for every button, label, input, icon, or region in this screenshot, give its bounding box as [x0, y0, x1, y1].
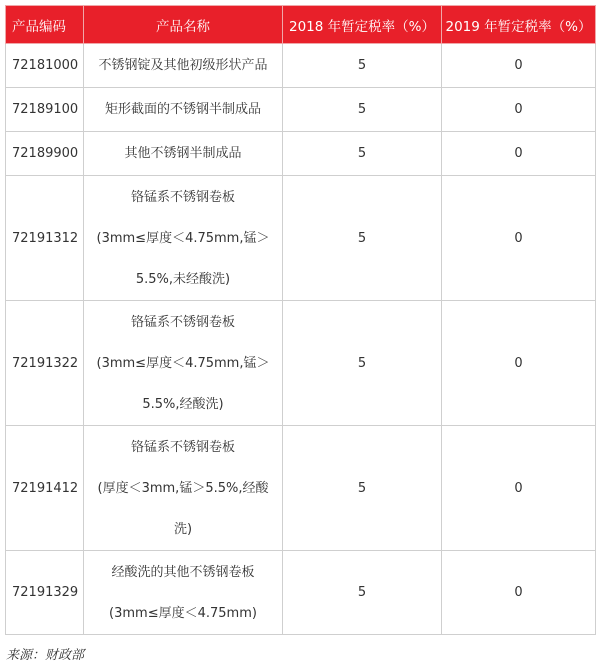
- rate-2019-cell: 0: [442, 426, 596, 551]
- rate-2019-cell: 0: [442, 551, 596, 635]
- rate-2019-cell: 0: [442, 132, 596, 176]
- product-code-cell: 72191329: [6, 551, 84, 635]
- table-row: [6, 301, 596, 426]
- rate-2018-cell: 5: [283, 301, 442, 426]
- rate-2018-cell: 5: [283, 88, 442, 132]
- product-name-cell: [84, 88, 283, 132]
- rate-2019-cell: 0: [442, 176, 596, 301]
- header-product-name: 产品名称: [84, 6, 283, 44]
- header-product-code: 产品编码: [6, 6, 84, 44]
- product-name-line: (厚度＜3mm,锰＞5.5%,经酸: [97, 480, 269, 496]
- product-code-cell: 72191312: [6, 176, 84, 301]
- product-code-cell: 72189900: [6, 132, 84, 176]
- table-row: [6, 44, 596, 88]
- product-name-line: 铬锰系不锈钢卷板: [130, 439, 235, 455]
- table-row: [6, 88, 596, 132]
- product-name-line: (3mm≤厚度＜4.75mm,锰＞: [96, 355, 270, 371]
- table-row: [6, 176, 596, 301]
- product-name-line: 洗): [173, 521, 193, 537]
- table-header-row: [6, 6, 596, 44]
- table-row: [6, 132, 596, 176]
- product-name-line: 铬锰系不锈钢卷板: [130, 314, 235, 330]
- rate-2019-cell: 0: [442, 88, 596, 132]
- product-name-line: (3mm≤厚度＜4.75mm): [109, 605, 257, 621]
- product-name-cell: [84, 132, 283, 176]
- rate-2018-cell: 5: [283, 426, 442, 551]
- product-name-line: 铬锰系不锈钢卷板: [130, 189, 235, 205]
- header-rate-2018: 2018 年暂定税率（%）: [283, 6, 442, 44]
- product-name-cell: [84, 301, 283, 426]
- product-name-cell: [84, 426, 283, 551]
- product-name-cell: [84, 551, 283, 635]
- rate-2018-cell: 5: [283, 44, 442, 88]
- rate-2018-cell: 5: [283, 551, 442, 635]
- product-name-line: 5.5%,经酸洗): [142, 396, 224, 412]
- table-row: [6, 426, 596, 551]
- product-name-line: (3mm≤厚度＜4.75mm,锰＞: [96, 230, 270, 246]
- product-name-cell: [84, 44, 283, 88]
- tariff-table: [5, 5, 596, 635]
- product-code-cell: 72181000: [6, 44, 84, 88]
- rate-2019-cell: 0: [442, 301, 596, 426]
- rate-2019-cell: 0: [442, 44, 596, 88]
- product-name-line: 其他不锈钢半制成品: [124, 146, 242, 161]
- source-caption: 来源：财政部: [6, 648, 85, 663]
- product-code-cell: 72189100: [6, 88, 84, 132]
- product-name-line: 矩形截面的不锈钢半制成品: [104, 102, 261, 117]
- product-name-line: 经酸洗的其他不锈钢卷板: [111, 564, 255, 580]
- product-name-line: 不锈钢锭及其他初级形状产品: [98, 58, 268, 73]
- header-rate-2019: 2019 年暂定税率（%）: [442, 6, 596, 44]
- product-name-line: 5.5%,未经酸洗): [135, 271, 231, 287]
- product-code-cell: 72191412: [6, 426, 84, 551]
- table-row: [6, 551, 596, 635]
- product-code-cell: 72191322: [6, 301, 84, 426]
- tariff-table-container: [5, 5, 595, 635]
- rate-2018-cell: 5: [283, 132, 442, 176]
- rate-2018-cell: 5: [283, 176, 442, 301]
- product-name-cell: [84, 176, 283, 301]
